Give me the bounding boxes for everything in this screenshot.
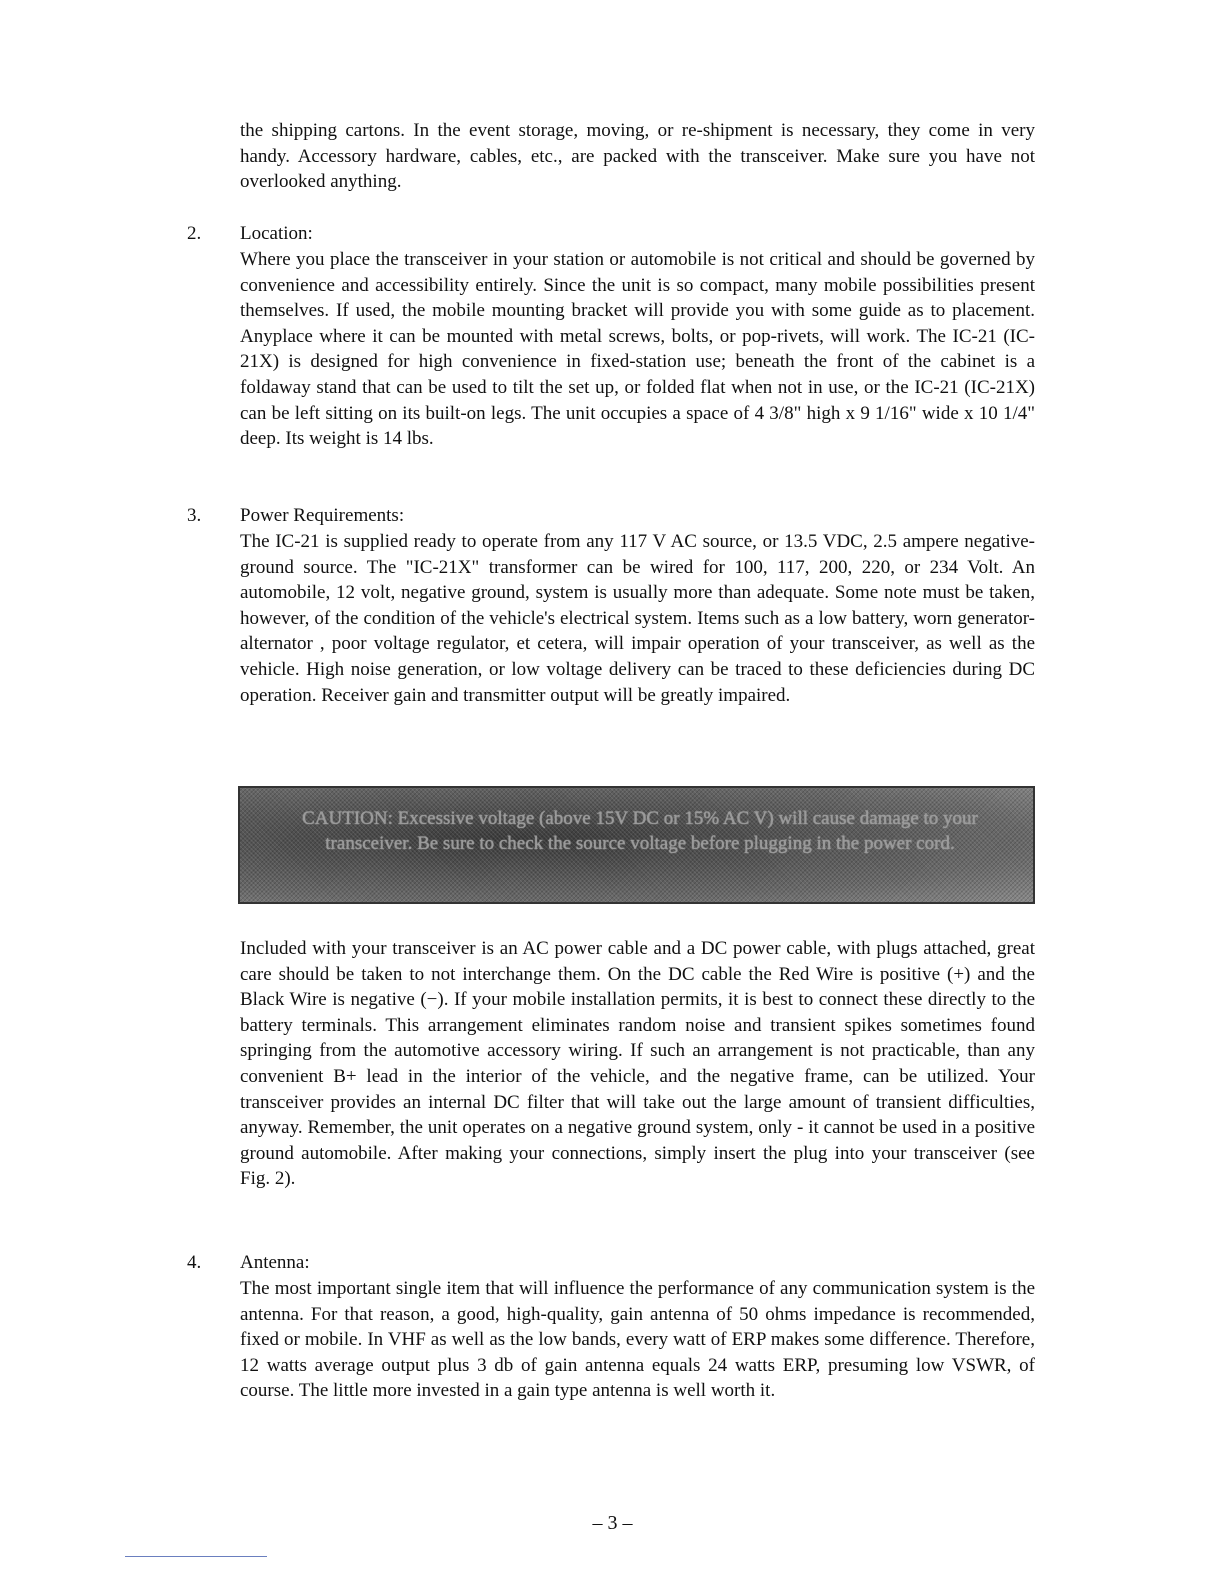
section-title-location: Location: — [240, 223, 313, 244]
caution-text: CAUTION: Excessive voltage (above 15V DC or 15% AC V) will cause damage to your transceiver. Be sure to check the source voltage before plugging in the power cord. — [302, 808, 978, 854]
section-number-power: 3. — [187, 505, 202, 526]
section-number-location: 2. — [187, 223, 202, 244]
section-title-power: Power Requirements: — [240, 505, 405, 526]
section-number-antenna: 4. — [187, 1252, 202, 1273]
section-title-antenna: Antenna: — [240, 1252, 310, 1273]
caution-box — [238, 786, 1035, 904]
dc-cable-paragraph: Included with your transceiver is an AC power cable and a DC power cable, with plugs attached, great care should be taken to not interchange them. On the DC cable the Red Wire is positive (+) and the Black Wire is negative (−). If your mobile installation permits, it is best to connect these directly to the battery terminals. This arrangement eliminates random noise and transient spikes sometimes found springing from the automotive accessory wiring. If such an arrangement is not practicable, than any convenient B+ lead in the interior of the vehicle, and the negative frame, can be utilized. Your transceiver provides an internal DC filter that will take out the large amount of transient difficulties, anyway. Remember, the unit operates on a negative ground system, only - it cannot be used in a positive ground automobile. After making your connections, simply insert the plug into your transceiver (see Fig. 2). — [240, 938, 1035, 1190]
antenna-paragraph: The most important single item that will influence the performance of any communication system is the antenna. For that reason, a good, high-quality, gain antenna of 50 ohms impedance is recommended, fixed or mobile. In VHF as well as the low bands, every watt of ERP makes some difference. Therefore, 12 watts average output plus 3 db of gain antenna equals 24 watts ERP, presuming low VSWR, of course. The little more invested in a gain type antenna is well worth it. — [240, 1278, 1035, 1402]
intro-paragraph: the shipping cartons. In the event storage, moving, or re-shipment is necessary, they come in very handy. Accessory hardware, cables, etc., are packed with the transceiver. Make sure you have not overlooked anything. — [240, 120, 1035, 193]
location-paragraph: Where you place the transceiver in your station or automobile is not critical and should be governed by convenience and accessibility entirely. Since the unit is so compact, many mobile possibilities present themselves. If used, the mobile mounting bracket will provide you with some guide as to placement. Anyplace where it can be mounted with metal screws, bolts, or pop-rivets, will work. The IC-21 (IC-21X) is designed for high convenience in fixed-station use; beneath the front of the cabinet is a foldaway stand that can be used to tilt the set up, or folded flat when not in use, or the IC-21 (IC-21X) can be left sitting on its built-on legs. The unit occupies a space of 4 3/8" high x 9 1/16" wide x 10 1/4" deep. Its weight is 14 lbs. — [240, 249, 1035, 450]
footer-rule — [125, 1556, 267, 1557]
power-paragraph: The IC-21 is supplied ready to operate from any 117 V AC source, or 13.5 VDC, 2.5 ampere negative-ground source. The "IC-21X" transformer can be wired for 100, 117, 200, 220, or 234 Volt. An automobile, 12 volt, negative ground, system is usually more than adequate. Some note must be taken, however, of the condition of the vehicle's electrical system. Items such as a low battery, worn generator-alternator , poor voltage regulator, et cetera, will impair operation of your transceiver, as well as the vehicle. High noise generation, or low voltage delivery can be traced to these deficiencies during DC operation. Receiver gain and transmitter output will be greatly impaired. — [240, 531, 1035, 706]
page-number: – 3 – — [592, 1512, 633, 1534]
